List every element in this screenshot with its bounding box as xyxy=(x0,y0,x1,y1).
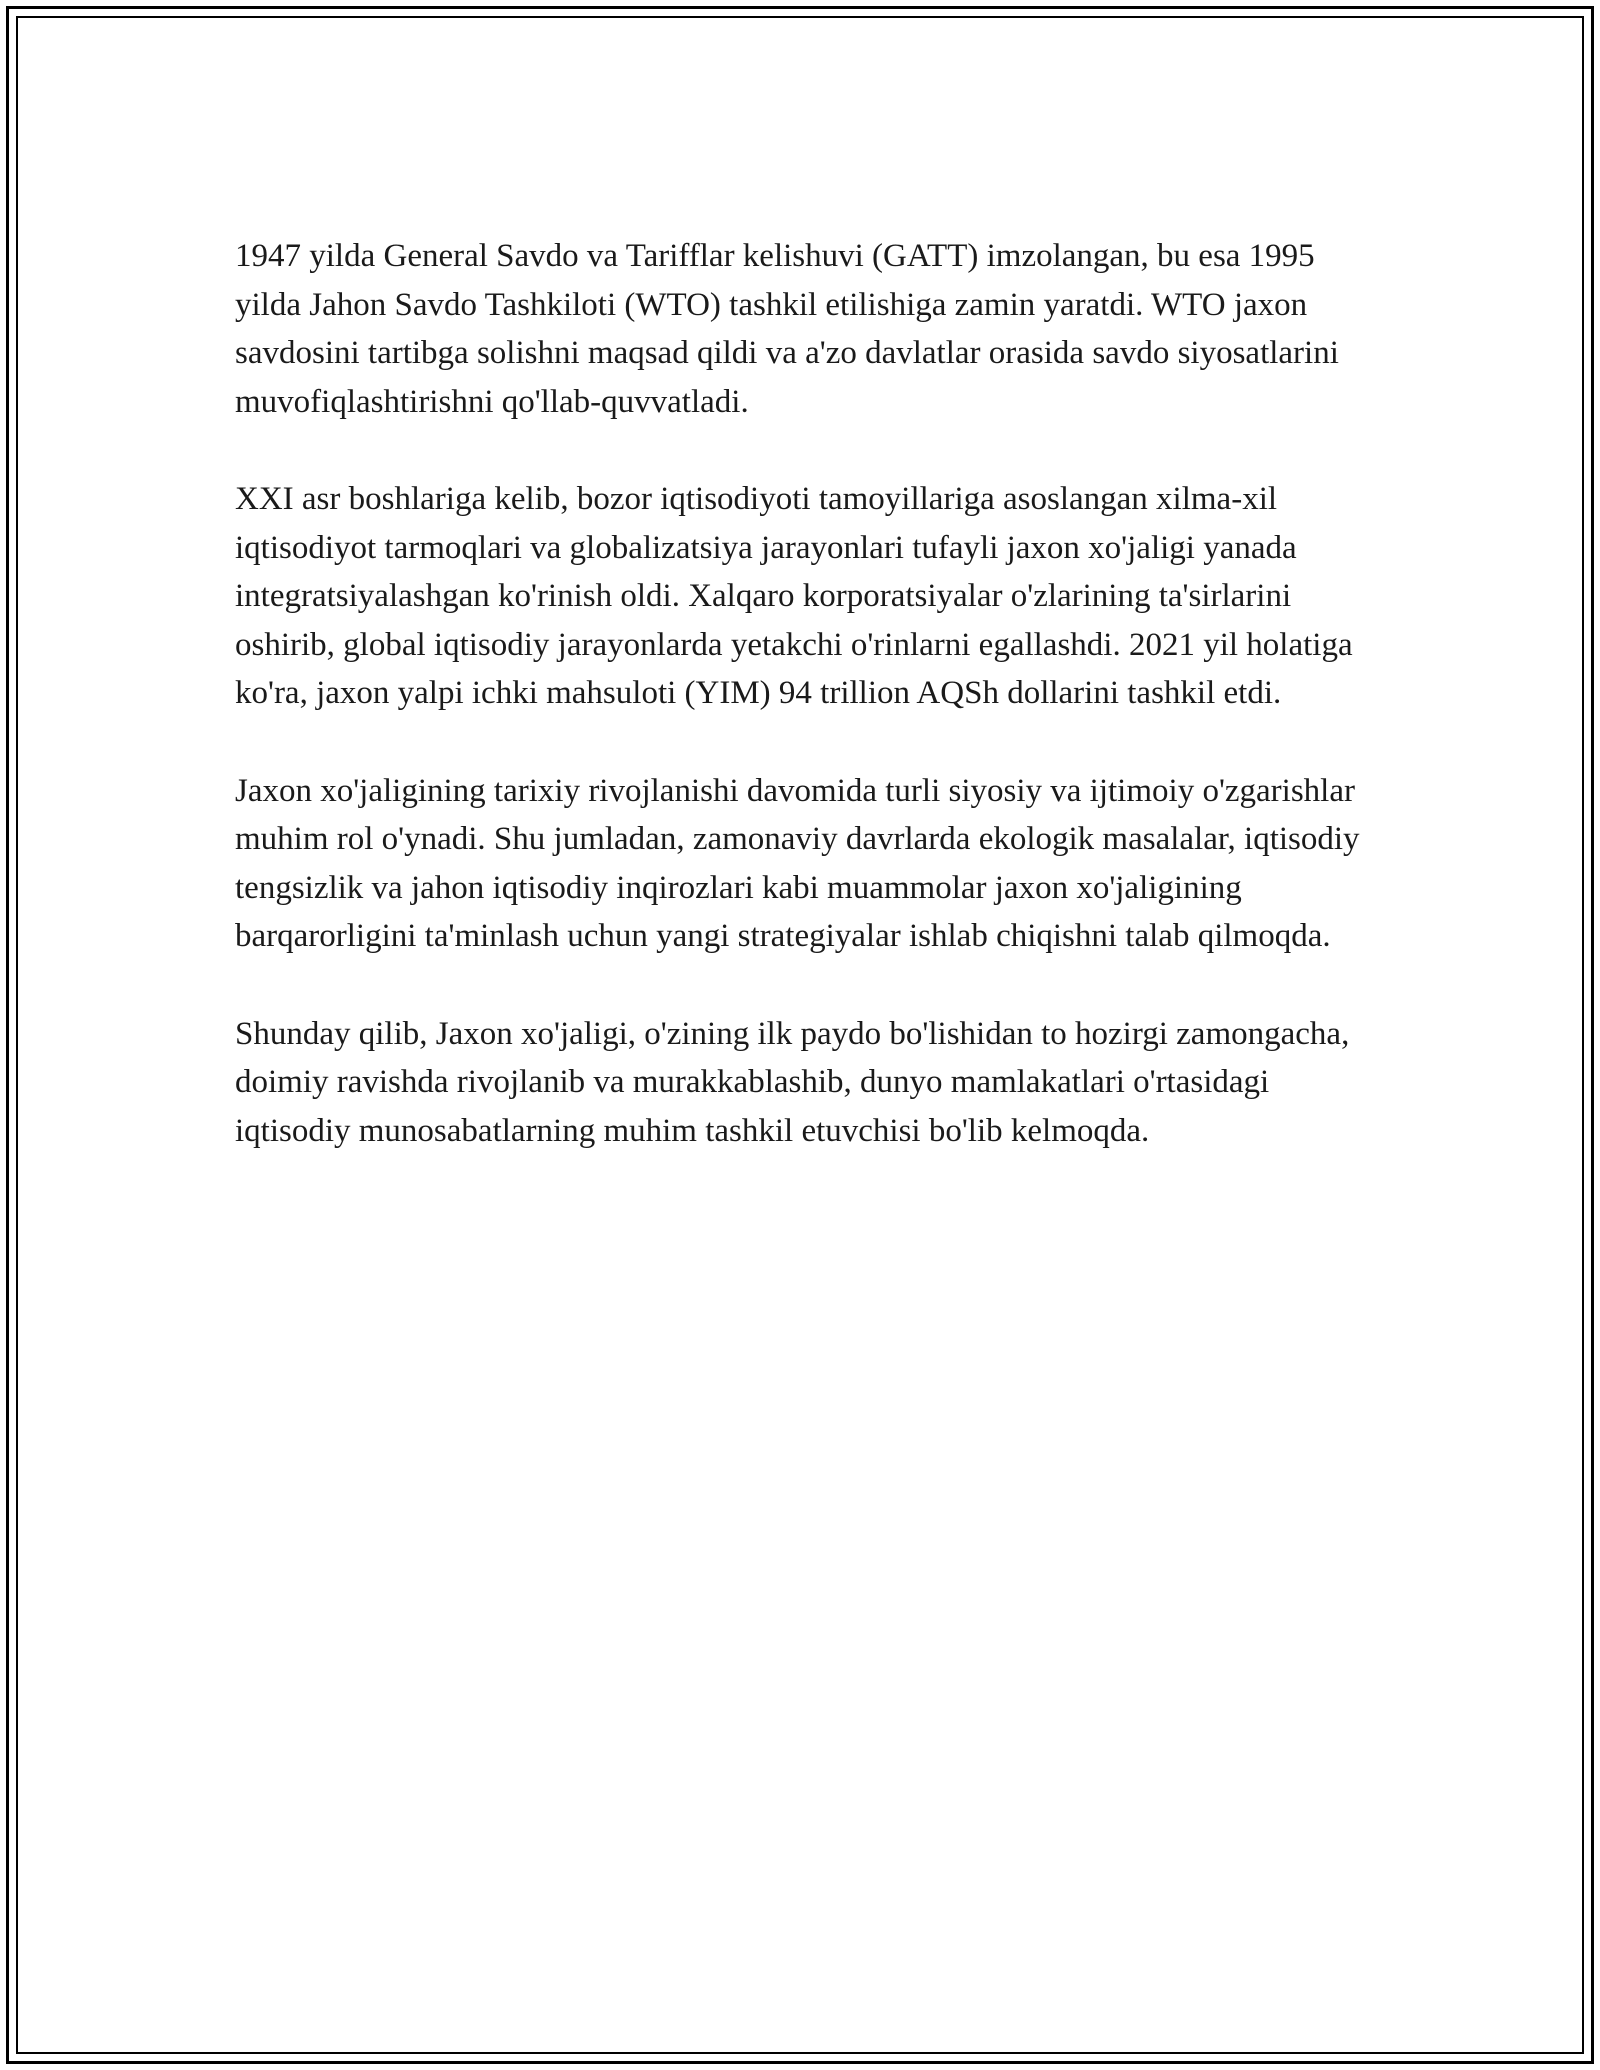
paragraph-3: Jaxon xo'jaligining tarixiy rivojlanishi davomida turli siyosiy va ijtimoiy o'zgarishlar muhim rol o'ynadi. Shu jumladan, zamonaviy davrlarda ekologik masalalar, iqtisodiy tengsizlik va jahon iqtisodiy inqirozlari kabi muammolar jaxon xo'jaligining barqarorligini ta'minlash uchun yangi strategiyalar ishlab chiqishni talab qilmoqda. xyxy=(235,772,1360,954)
document-body xyxy=(235,232,1375,1204)
paragraph-1: 1947 yilda General Savdo va Tarifflar kelishuvi (GATT) imzolangan, bu esa 1995 yilda Jahon Savdo Tashkiloti (WTO) tashkil etilishiga zamin yaratdi. WTO jaxon savdosini tartibga solishni maqsad qildi va a'zo davlatlar orasida savdo siyosatlarini muvofiqlashtirishni qo'llab-quvvatladi. xyxy=(235,238,1339,420)
paragraph-4: Shunday qilib, Jaxon xo'jaligi, o'zining ilk paydo bo'lishidan to hozirgi zamongacha, doimiy ravishda rivojlanib va murakkablashib, dunyo mamlakatlari o'rtasidagi iqtisodiy munosabatlarning muhim tashkil etuvchisi bo'lib kelmoqda. xyxy=(235,1015,1350,1149)
paragraph-2: XXI asr boshlariga kelib, bozor iqtisodiyoti tamoyillariga asoslangan xilma-xil iqtisodiyot tarmoqlari va globalizatsiya jarayonlari tufayli jaxon xo'jaligi yanada integratsiyalashgan ko'rinish oldi. Xalqaro korporatsiyalar o'zlarining ta'sirlarini oshirib, global iqtisodiy jarayonlarda yetakchi o'rinlarni egallashdi. 2021 yil holatiga ko'ra, jaxon yalpi ichki mahsuloti (YIM) 94 trillion AQSh dollarini tashkil etdi. xyxy=(235,481,1353,711)
